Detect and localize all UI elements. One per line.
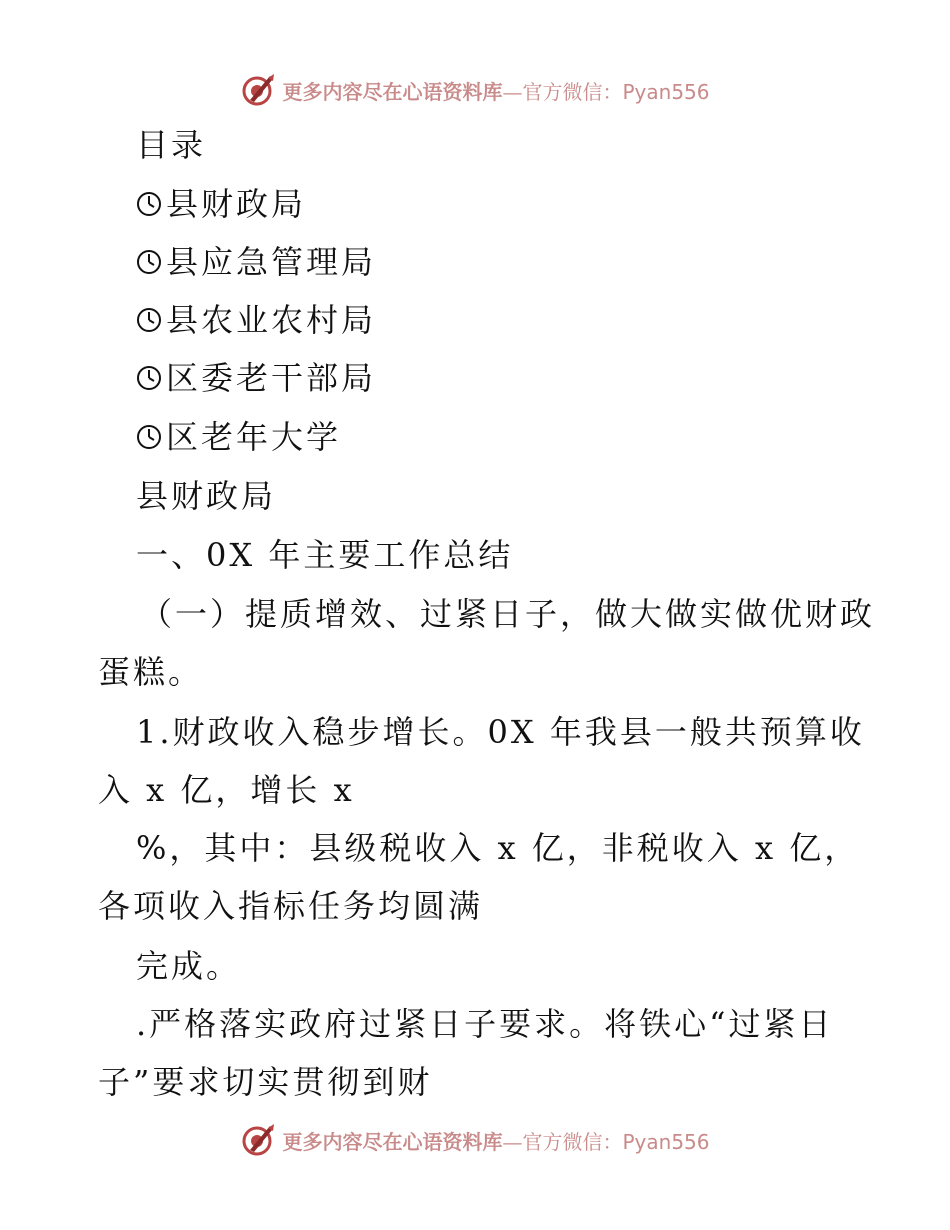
toc-item[interactable] bbox=[136, 300, 376, 340]
watermark-text bbox=[282, 76, 709, 105]
quill-logo-icon bbox=[240, 72, 276, 108]
toc-item[interactable] bbox=[136, 242, 376, 282]
header-watermark bbox=[0, 70, 950, 110]
watermark-text bbox=[282, 1126, 709, 1155]
watermark-id: Pyan556 bbox=[622, 1129, 710, 1154]
toc-item-label: 县财政局 bbox=[166, 185, 307, 223]
heading-1: 一、0X 年主要工作总结 bbox=[136, 536, 514, 574]
toc-title: 目录 bbox=[136, 126, 207, 164]
clock-icon bbox=[136, 365, 162, 391]
paragraph-line: 完成。 bbox=[136, 947, 242, 985]
quill-logo-icon bbox=[240, 1122, 276, 1158]
clock-icon bbox=[136, 424, 162, 450]
footer-watermark bbox=[0, 1120, 950, 1160]
sub-heading-line: 蛋糕。 bbox=[98, 653, 204, 691]
watermark-group bbox=[240, 1122, 709, 1158]
watermark-group bbox=[240, 72, 709, 108]
toc-item[interactable] bbox=[136, 417, 341, 457]
toc-item-label: 县农业农村局 bbox=[166, 301, 377, 339]
sub-heading-line: （一）提质增效、过紧日子，做大做实做优财政 bbox=[140, 595, 876, 633]
paragraph-line: 1.财政收入稳步增长。0X 年我县一般共预算收 bbox=[136, 713, 865, 751]
paragraph-line: 各项收入指标任务均圆满 bbox=[98, 887, 484, 925]
paragraph-line: %，其中：县级税收入 x 亿，非税收入 x 亿， bbox=[136, 829, 860, 867]
clock-icon bbox=[136, 307, 162, 333]
toc-item[interactable] bbox=[136, 184, 306, 224]
clock-icon bbox=[136, 249, 162, 275]
paragraph-line: .严格落实政府过紧日子要求。将铁心“过紧日 bbox=[136, 1005, 834, 1043]
watermark-separator: — bbox=[502, 79, 523, 104]
paragraph-line: 入 x 亿，增长 x bbox=[98, 771, 355, 809]
toc-item-label: 县应急管理局 bbox=[166, 243, 377, 281]
watermark-main: 更多内容尽在心语资料库 bbox=[282, 79, 503, 104]
clock-icon bbox=[136, 191, 162, 217]
toc-item-label: 区委老干部局 bbox=[166, 359, 377, 397]
watermark-official: 官方微信： bbox=[522, 1129, 623, 1154]
section-title: 县财政局 bbox=[136, 477, 277, 515]
paragraph-line: 子”要求切实贯彻到财 bbox=[98, 1063, 433, 1101]
toc-item-label: 区老年大学 bbox=[166, 418, 342, 456]
toc-item[interactable] bbox=[136, 358, 376, 398]
watermark-main: 更多内容尽在心语资料库 bbox=[282, 1129, 503, 1154]
watermark-separator: — bbox=[502, 1129, 523, 1154]
watermark-id: Pyan556 bbox=[622, 79, 710, 104]
watermark-official: 官方微信： bbox=[522, 79, 623, 104]
